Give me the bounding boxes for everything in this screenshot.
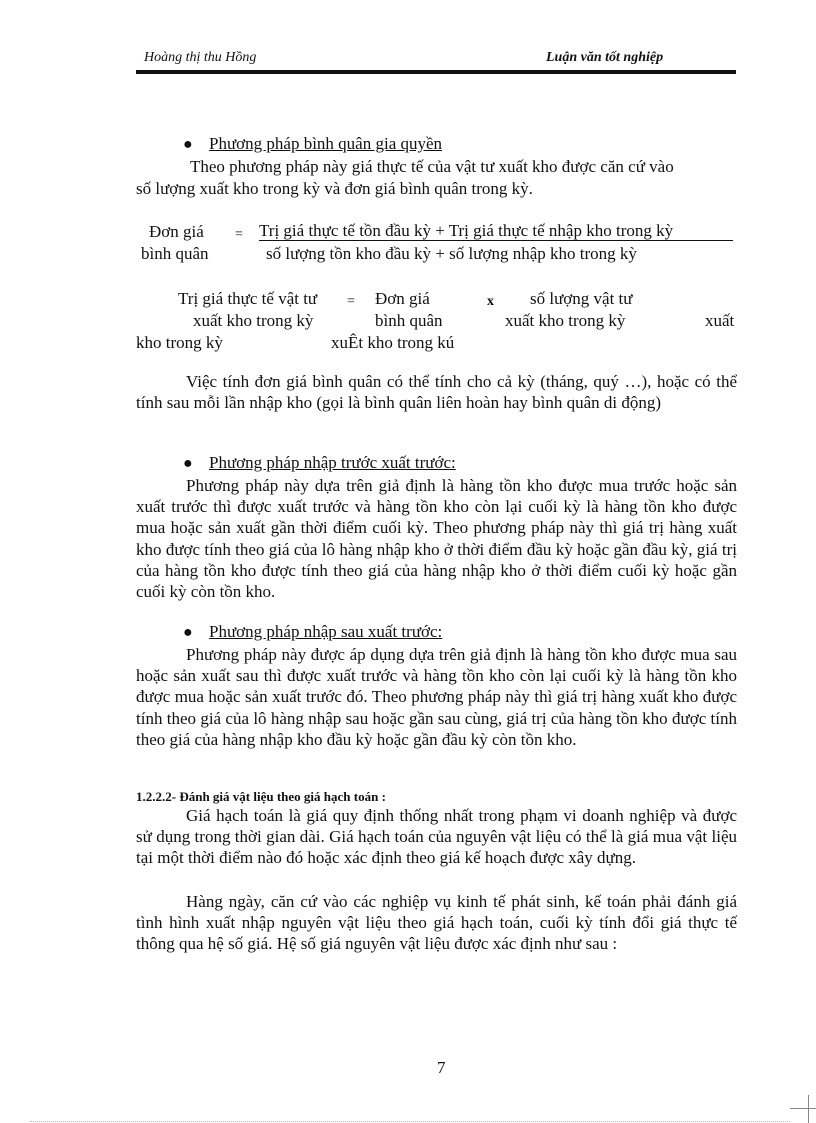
bullet-icon: ● xyxy=(183,624,193,641)
formula1-denominator: số lượng tồn kho đầu kỳ + số lượng nhập kho trong kỳ xyxy=(266,244,637,263)
section3-text: Phương pháp này được áp dụng dựa trên giả định là hàng tồn kho được mua sau hoặc sản xuất sau thì được xuất trước và hàng tồn kho còn lại cuối kỳ là hàng tồn kho được mua hoặc sản xuất trước đó. Theo phương pháp này thì giá trị hàng xuất kho được tính theo giá của lô hàng nhập sau hoặc gần sau cùng, giá trị của hàng tồn kho được tính theo giá của hàng nhập kho đầu kỳ hoặc gần đầu kỳ còn tồn kho. xyxy=(136,645,737,749)
section4-para2: Hàng ngày, căn cứ vào các nghiệp vụ kinh tế phát sinh, kế toán phải đánh giá tình hình xuất nhập nguyên vật liệu theo giá hạch toán, cuối kỳ tính đổi giá thực tế thông qua hệ số giá. Hệ số giá nguyên vật liệu được xác định như sau : xyxy=(136,892,737,954)
paragraph-average-method: Việc tính đơn giá bình quân có thể tính cho cả kỳ (tháng, quý …), hoặc có thể tính sau mỗi lần nhập kho (gọi là bình quân liên hoàn hay bình quân di động) xyxy=(136,372,737,413)
formula2-b2: bình quân xyxy=(375,311,443,330)
fraction-bar xyxy=(259,240,733,241)
formula1-lhs-top: Đơn giá xyxy=(149,222,204,241)
formula2-times: x xyxy=(487,294,494,309)
section2-text: Phương pháp này dựa trên giả định là hàng tồn kho được mua trước hoặc sản xuất trước thì được xuất trước và hàng tồn kho còn lại cuối kỳ là hàng tồn kho được mua hoặc sản xuất gần thời điểm cuối kỳ. Theo phương pháp này thì giá trị hàng xuất kho được tính theo giá của lô hàng nhập kho ở thời điểm đầu kỳ hoặc gần đầu kỳ, giá trị của hàng tồn kho được tính theo giá của hàng nhập kho ở thời điểm cuối kỳ hoặc gần cuối kỳ còn tồn kho. xyxy=(136,476,737,602)
formula2-d2: xuất xyxy=(705,311,735,330)
page-bottom-divider xyxy=(30,1121,790,1122)
formula2-a2: xuất kho trong kỳ xyxy=(193,311,314,330)
page-number: 7 xyxy=(437,1058,446,1077)
section2-heading: Phương pháp nhập trước xuất trước: xyxy=(209,453,456,472)
bullet-icon: ● xyxy=(183,136,193,153)
formula2-a3: kho trong kỳ xyxy=(136,333,223,352)
section4-para1: Giá hạch toán là giá quy định thống nhất trong phạm vi doanh nghiệp và được sử dụng trong thời gian dài. Giá hạch toán của nguyên vật liệu có thể là giá mua vật liệu tại một thời điểm nào đó hoặc xác định theo giá kế hoạch được xây dựng. xyxy=(136,806,737,868)
formula2-b1: Đơn giá xyxy=(375,289,430,308)
formula1-equals: = xyxy=(235,227,243,242)
formula2-equals: = xyxy=(347,294,355,309)
section1-line2: số lượng xuất kho trong kỳ và đơn giá bình quân trong kỳ. xyxy=(136,179,533,198)
formula1-lhs-bottom: bình quân xyxy=(141,244,209,263)
formula2-a1: Trị giá thực tế vật tư xyxy=(178,289,318,308)
section1-line1: Theo phương pháp này giá thực tế của vật tư xuất kho được căn cứ vào xyxy=(190,157,674,176)
header-author: Hoàng thị thu Hồng xyxy=(144,50,257,65)
formula2-c1: số lượng vật tư xyxy=(530,289,633,308)
formula2-b3: xuÊt kho trong kú xyxy=(331,333,455,352)
section1-heading: Phương pháp bình quân gia quyền xyxy=(209,134,443,153)
crop-mark xyxy=(808,1095,809,1123)
formula2-c2: xuất kho trong kỳ xyxy=(505,311,626,330)
bullet-icon: ● xyxy=(183,455,193,472)
section4-heading: 1.2.2.2- Đánh giá vật liệu theo giá hạch toán : xyxy=(136,789,386,804)
formula1-numerator: Trị giá thực tế tồn đầu kỳ + Trị giá thực tế nhập kho trong kỳ xyxy=(259,221,674,240)
crop-mark xyxy=(790,1108,816,1109)
header-rule xyxy=(136,70,736,74)
header-title: Luận văn tốt nghiệp xyxy=(546,50,664,65)
section3-heading: Phương pháp nhập sau xuất trước: xyxy=(209,622,443,641)
